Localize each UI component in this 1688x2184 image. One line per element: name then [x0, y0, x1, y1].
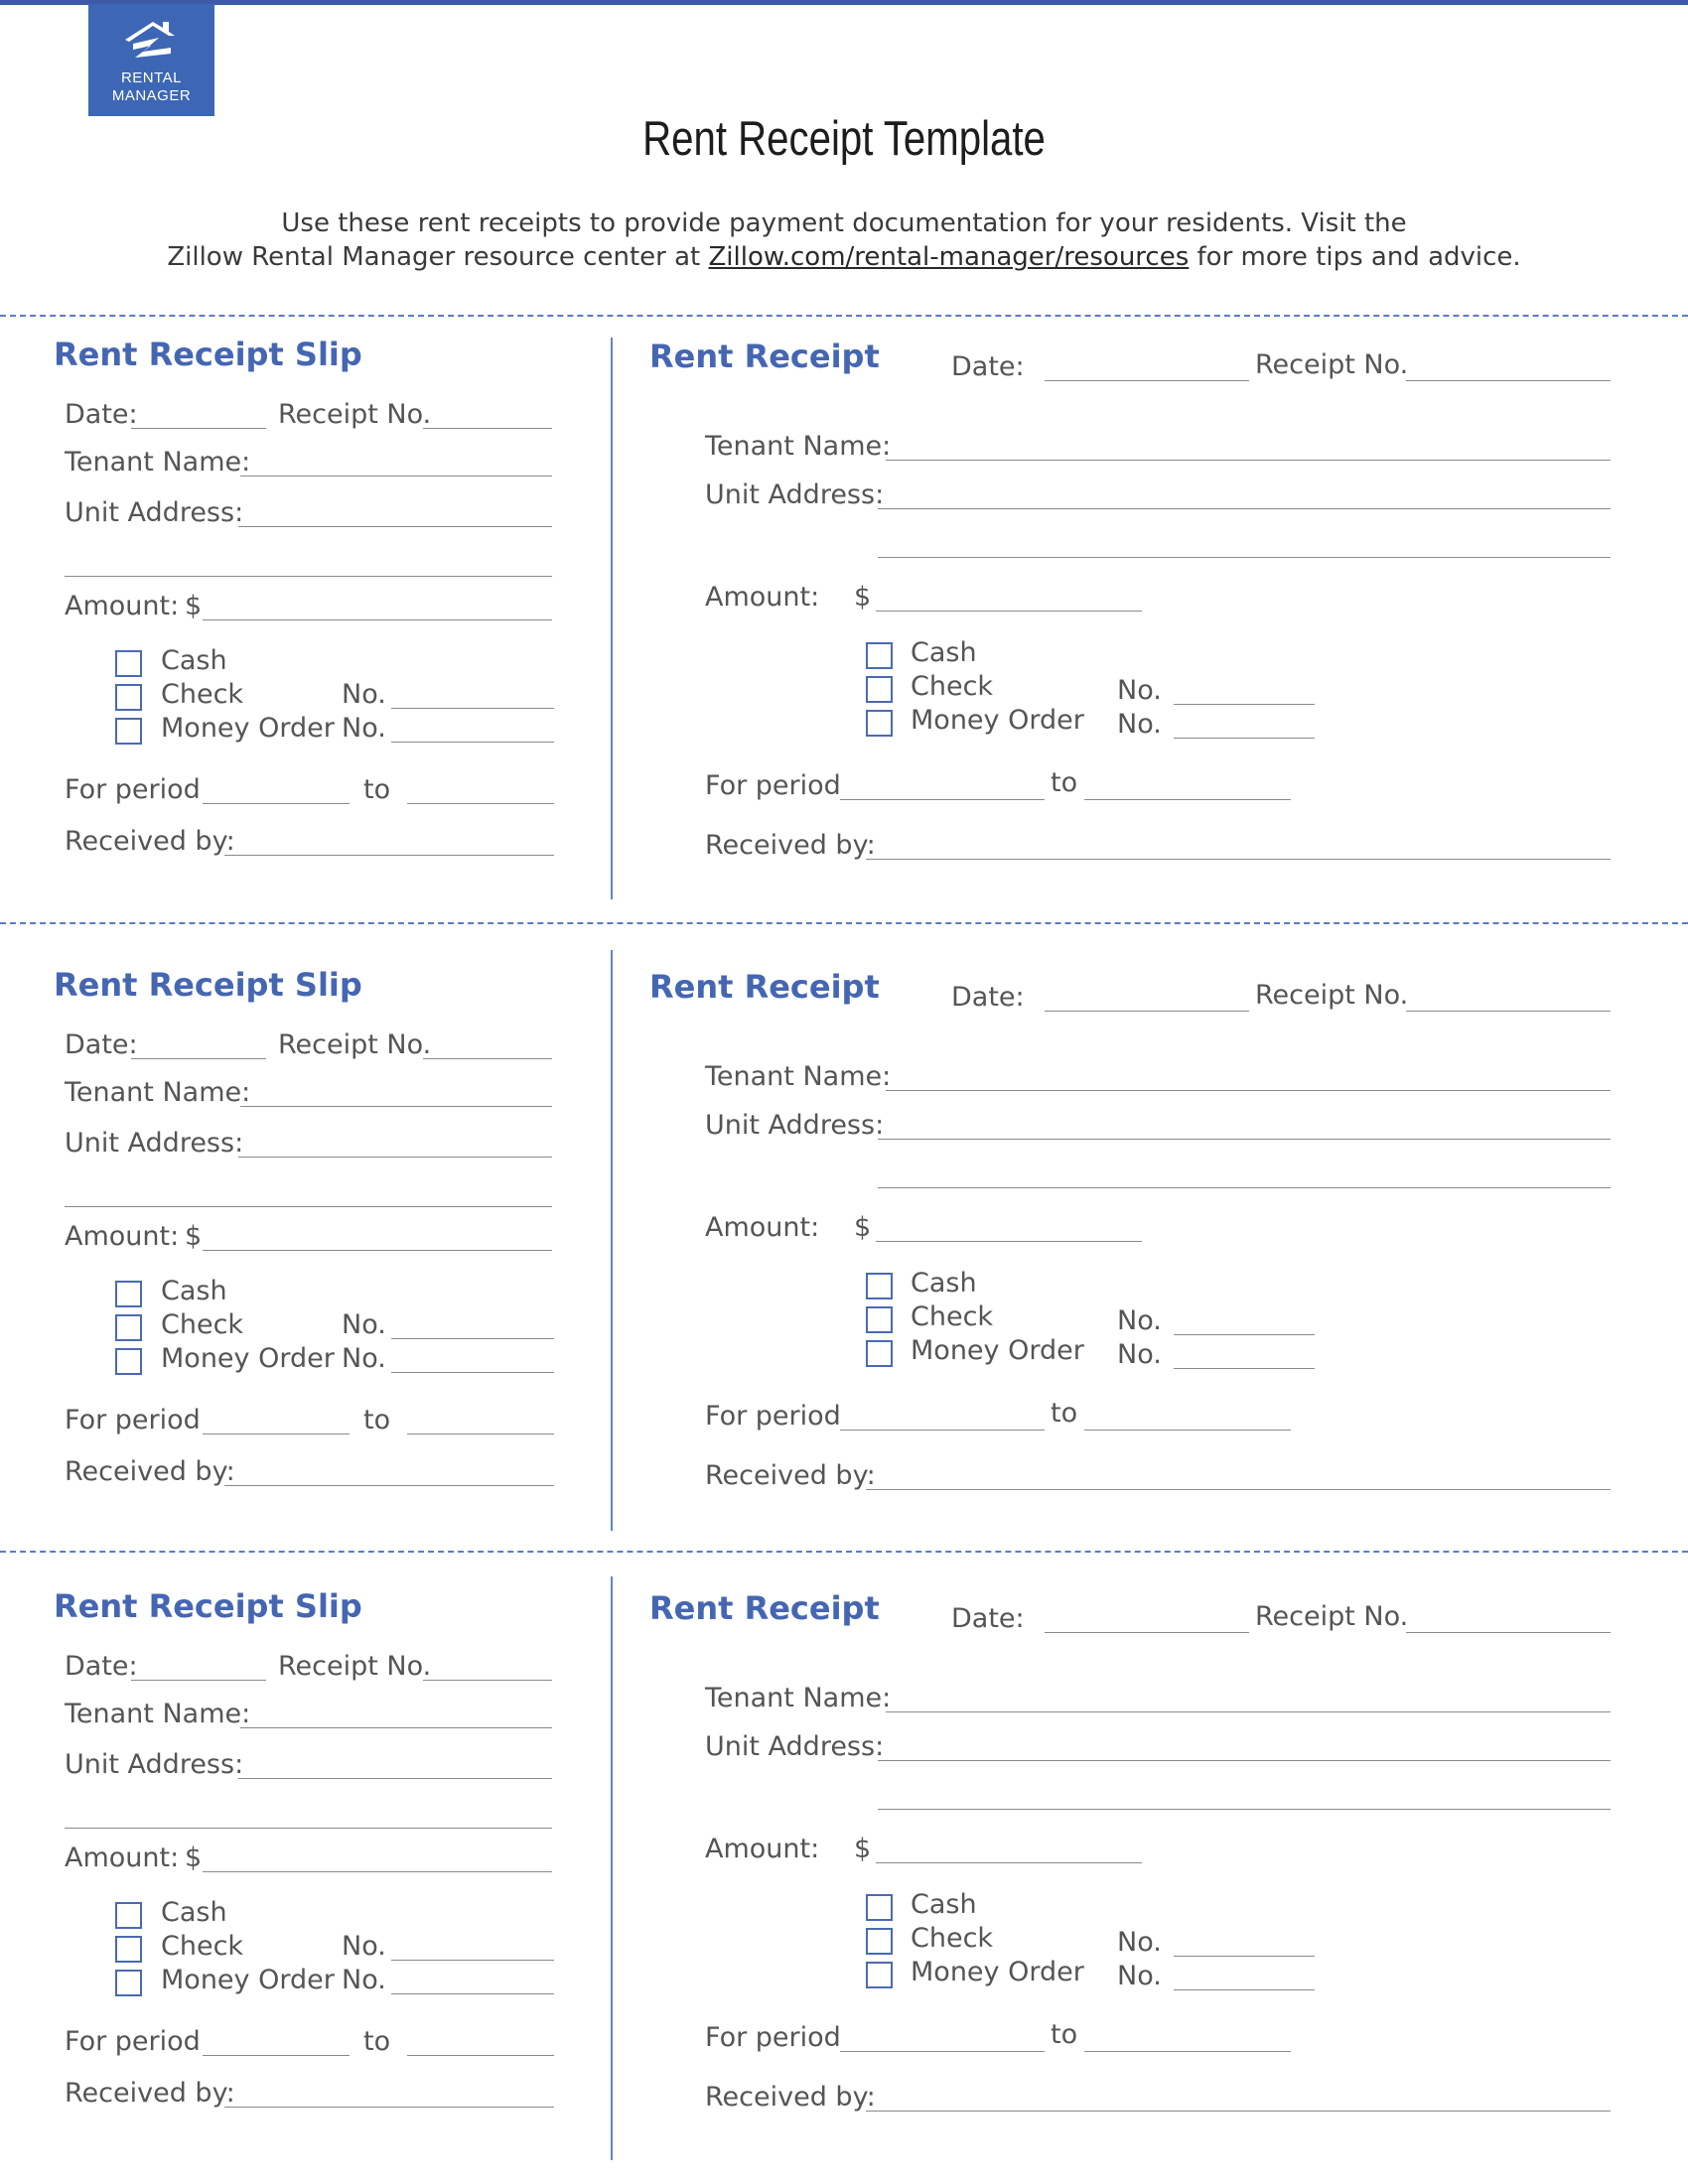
slip-amount-label: Amount:: [65, 1221, 180, 1252]
receipt-address-field-2[interactable]: [878, 557, 1611, 558]
receipt-address-field[interactable]: [878, 1139, 1611, 1140]
slip-period-label: For period: [65, 1405, 201, 1435]
intro-line-2: [0, 242, 1688, 272]
receipt-tenant-field[interactable]: [886, 460, 1611, 461]
slip-money-order-label: Money Order: [161, 1343, 335, 1374]
slip-check-no-label: No.: [342, 1931, 386, 1962]
receipt-period-from-field[interactable]: [840, 799, 1045, 800]
slip-address-field-2[interactable]: [65, 1206, 552, 1207]
receipt-cash-checkbox[interactable]: [866, 1273, 893, 1299]
receipt-check-no-field[interactable]: [1174, 704, 1315, 705]
slip-period-to-label: to: [363, 1405, 391, 1435]
receipt-money-order-checkbox[interactable]: [866, 710, 893, 737]
slip-address-field-2[interactable]: [65, 1828, 552, 1829]
slip-check-label: Check: [161, 1309, 244, 1340]
receipt-amount-label: Amount:: [705, 582, 820, 613]
slip-amount-field[interactable]: [203, 1250, 552, 1251]
slip-money-order-checkbox[interactable]: [115, 1970, 142, 1996]
receipt-receipt-no-label: Receipt No.: [1255, 1601, 1409, 1632]
receipt-heading: Rent Receipt: [649, 968, 880, 1006]
house-arrow-icon: [119, 18, 183, 62]
receipt-date-field[interactable]: [1045, 1632, 1249, 1633]
slip-period-from-field[interactable]: [203, 1433, 350, 1434]
slip-money-order-no-field[interactable]: [391, 1993, 554, 1994]
slip-period-to-label: to: [363, 2026, 391, 2057]
slip-date-field[interactable]: [131, 1058, 266, 1059]
receipt-check-no-field[interactable]: [1174, 1956, 1315, 1957]
receipt-period-from-field[interactable]: [840, 1430, 1045, 1431]
slip-money-order-no-label: No.: [342, 1965, 386, 1995]
slip-money-order-no-field[interactable]: [391, 1372, 554, 1373]
slip-period-to-field[interactable]: [407, 803, 554, 804]
receipt-cash-checkbox[interactable]: [866, 642, 893, 669]
receipt-cash-checkbox[interactable]: [866, 1894, 893, 1921]
slip-address-field-2[interactable]: [65, 576, 552, 577]
receipt-cash-label: Cash: [911, 637, 977, 668]
receipt-date-field[interactable]: [1045, 380, 1249, 381]
receipt-check-no-label: No.: [1117, 1927, 1162, 1958]
top-rule: [0, 0, 1688, 5]
slip-money-order-label: Money Order: [161, 1965, 335, 1995]
receipt-check-checkbox[interactable]: [866, 1306, 893, 1333]
slip-tenant-label: Tenant Name:: [65, 447, 251, 478]
slip-cash-label: Cash: [161, 645, 227, 676]
slip-date-field[interactable]: [131, 1680, 266, 1681]
slip-money-order-checkbox[interactable]: [115, 718, 142, 745]
receipt-currency: $: [854, 1834, 872, 1864]
slip-tenant-field[interactable]: [240, 476, 552, 477]
slip-address-label: Unit Address:: [65, 1749, 244, 1780]
slip-received-field[interactable]: [224, 1485, 554, 1486]
receipt-amount-field[interactable]: [876, 1862, 1142, 1863]
receipt-receipt-no-field[interactable]: [1406, 1011, 1611, 1012]
receipt-period-label: For period: [705, 770, 841, 801]
slip-cash-label: Cash: [161, 1276, 227, 1306]
slip-receipt-no-label: Receipt No.: [278, 1029, 432, 1060]
slip-receipt-no-field[interactable]: [423, 1058, 552, 1059]
receipt-date-label: Date:: [951, 351, 1025, 382]
slip-tenant-field[interactable]: [240, 1727, 552, 1728]
receipt-money-order-label: Money Order: [911, 1957, 1084, 1987]
slip-check-checkbox[interactable]: [115, 1936, 142, 1963]
slip-received-label: Received by:: [65, 826, 235, 857]
receipt-tenant-label: Tenant Name:: [705, 1683, 892, 1713]
receipt-tenant-field[interactable]: [886, 1711, 1611, 1712]
receipt-check-label: Check: [911, 1923, 994, 1954]
slip-amount-label: Amount:: [65, 591, 180, 621]
slip-money-order-label: Money Order: [161, 713, 335, 744]
slip-period-to-label: to: [363, 774, 391, 805]
intro-line-1: Use these rent receipts to provide payment documentation for your residents. Visit the: [281, 208, 1407, 238]
slip-heading: Rent Receipt Slip: [54, 966, 362, 1004]
receipt-money-order-checkbox[interactable]: [866, 1962, 893, 1988]
receipt-currency: $: [854, 1212, 872, 1243]
slip-money-order-no-field[interactable]: [391, 742, 554, 743]
logo-text-line1: RENTAL: [120, 69, 183, 86]
slip-currency: $: [185, 1843, 203, 1873]
receipt-receipt-no-field[interactable]: [1406, 380, 1611, 381]
slip-money-order-checkbox[interactable]: [115, 1348, 142, 1375]
slip-cash-checkbox[interactable]: [115, 1902, 142, 1929]
slip-receipt-no-label: Receipt No.: [278, 399, 432, 430]
receipt-tenant-label: Tenant Name:: [705, 1061, 892, 1092]
slip-money-order-no-label: No.: [342, 1343, 386, 1374]
slip-heading: Rent Receipt Slip: [54, 1587, 362, 1625]
receipt-section: [0, 1579, 1688, 2184]
receipt-period-to-field[interactable]: [1084, 799, 1291, 800]
slip-period-from-field[interactable]: [203, 803, 350, 804]
receipt-check-no-label: No.: [1117, 675, 1162, 706]
receipt-cash-label: Cash: [911, 1268, 977, 1298]
slip-currency: $: [185, 591, 203, 621]
receipt-amount-label: Amount:: [705, 1834, 820, 1864]
receipt-money-order-label: Money Order: [911, 705, 1084, 736]
slip-amount-field[interactable]: [203, 1871, 552, 1872]
receipt-heading: Rent Receipt: [649, 338, 880, 375]
receipt-section: [0, 958, 1688, 1573]
receipt-money-order-checkbox[interactable]: [866, 1340, 893, 1367]
receipt-period-to-label: to: [1051, 2019, 1078, 2050]
receipt-amount-field[interactable]: [876, 1241, 1142, 1242]
receipt-address-label: Unit Address:: [705, 1110, 885, 1141]
slip-cash-checkbox[interactable]: [115, 1281, 142, 1307]
receipt-period-label: For period: [705, 2022, 841, 2053]
slip-heading: Rent Receipt Slip: [54, 336, 362, 373]
slip-address-field[interactable]: [238, 1157, 552, 1158]
receipt-money-order-no-label: No.: [1117, 709, 1162, 740]
slip-check-checkbox[interactable]: [115, 684, 142, 711]
slip-tenant-label: Tenant Name:: [65, 1699, 251, 1729]
cut-line: [0, 315, 1688, 317]
receipt-period-to-field[interactable]: [1084, 2051, 1291, 2052]
slip-check-no-field[interactable]: [391, 1960, 554, 1961]
receipt-money-order-no-field[interactable]: [1174, 1989, 1315, 1990]
receipt-address-field[interactable]: [878, 508, 1611, 509]
receipt-currency: $: [854, 582, 872, 613]
receipt-check-label: Check: [911, 671, 994, 702]
slip-period-to-field[interactable]: [407, 2055, 554, 2056]
slip-receipt-no-field[interactable]: [423, 1680, 552, 1681]
slip-date-label: Date:: [65, 399, 138, 430]
intro-text-pre: Zillow Rental Manager resource center at: [167, 242, 709, 272]
receipt-address-field-2[interactable]: [878, 1187, 1611, 1188]
receipt-money-order-no-label: No.: [1117, 1961, 1162, 1991]
slip-currency: $: [185, 1221, 203, 1252]
slip-check-no-field[interactable]: [391, 1338, 554, 1339]
slip-address-field[interactable]: [238, 526, 552, 527]
receipt-amount-field[interactable]: [876, 611, 1142, 612]
receipt-amount-label: Amount:: [705, 1212, 820, 1243]
slip-money-order-no-label: No.: [342, 713, 386, 744]
receipt-date-label: Date:: [951, 1603, 1025, 1634]
slip-date-label: Date:: [65, 1029, 138, 1060]
slip-tenant-field[interactable]: [240, 1106, 552, 1107]
slip-date-label: Date:: [65, 1651, 138, 1682]
receipt-received-label: Received by:: [705, 830, 876, 861]
slip-received-label: Received by:: [65, 1456, 235, 1487]
receipt-received-label: Received by:: [705, 1460, 876, 1491]
receipt-tenant-field[interactable]: [886, 1090, 1611, 1091]
receipt-check-no-field[interactable]: [1174, 1334, 1315, 1335]
receipt-check-label: Check: [911, 1301, 994, 1332]
receipt-period-to-label: to: [1051, 1398, 1078, 1429]
slip-tenant-label: Tenant Name:: [65, 1077, 251, 1108]
receipt-address-label: Unit Address:: [705, 479, 885, 510]
receipt-date-label: Date:: [951, 982, 1025, 1013]
receipt-tenant-label: Tenant Name:: [705, 431, 892, 462]
logo-text-line2: MANAGER: [111, 87, 192, 104]
receipt-money-order-no-field[interactable]: [1174, 738, 1315, 739]
receipt-heading: Rent Receipt: [649, 1589, 880, 1627]
receipt-received-field[interactable]: [866, 1489, 1611, 1490]
slip-check-no-label: No.: [342, 1309, 386, 1340]
slip-check-no-field[interactable]: [391, 708, 554, 709]
slip-period-label: For period: [65, 2026, 201, 2057]
receipt-money-order-no-label: No.: [1117, 1339, 1162, 1370]
slip-amount-label: Amount:: [65, 1843, 180, 1873]
slip-amount-field[interactable]: [203, 619, 552, 620]
receipt-received-label: Received by:: [705, 2082, 876, 2113]
slip-check-checkbox[interactable]: [115, 1314, 142, 1341]
slip-date-field[interactable]: [131, 428, 266, 429]
receipt-money-order-no-field[interactable]: [1174, 1368, 1315, 1369]
slip-address-label: Unit Address:: [65, 1128, 244, 1159]
slip-cash-checkbox[interactable]: [115, 650, 142, 677]
receipt-period-to-label: to: [1051, 767, 1078, 798]
receipt-date-field[interactable]: [1045, 1011, 1249, 1012]
receipt-check-checkbox[interactable]: [866, 676, 893, 703]
slip-received-label: Received by:: [65, 2078, 235, 2109]
slip-period-from-field[interactable]: [203, 2055, 350, 2056]
receipt-address-field-2[interactable]: [878, 1809, 1611, 1810]
receipt-period-to-field[interactable]: [1084, 1430, 1291, 1431]
slip-receipt-no-field[interactable]: [423, 428, 552, 429]
receipt-address-label: Unit Address:: [705, 1731, 885, 1762]
slip-cash-label: Cash: [161, 1897, 227, 1928]
slip-check-label: Check: [161, 1931, 244, 1962]
rental-manager-logo: [88, 4, 214, 116]
receipt-cash-label: Cash: [911, 1889, 977, 1920]
document-title: Rent Receipt Template: [642, 112, 1046, 166]
receipt-money-order-label: Money Order: [911, 1335, 1084, 1366]
receipt-check-checkbox[interactable]: [866, 1928, 893, 1955]
receipt-received-field[interactable]: [866, 859, 1611, 860]
slip-receipt-no-label: Receipt No.: [278, 1651, 432, 1682]
receipt-check-no-label: No.: [1117, 1305, 1162, 1336]
slip-received-field[interactable]: [224, 855, 554, 856]
slip-period-to-field[interactable]: [407, 1433, 554, 1434]
slip-received-field[interactable]: [224, 2107, 554, 2108]
receipt-received-field[interactable]: [866, 2111, 1611, 2112]
slip-address-field[interactable]: [238, 1778, 552, 1779]
slip-address-label: Unit Address:: [65, 497, 244, 528]
slip-check-label: Check: [161, 679, 244, 710]
receipt-period-label: For period: [705, 1401, 841, 1432]
intro-text-post: for more tips and advice.: [1189, 242, 1521, 272]
receipt-receipt-no-field[interactable]: [1406, 1632, 1611, 1633]
receipt-address-field[interactable]: [878, 1760, 1611, 1761]
receipt-receipt-no-label: Receipt No.: [1255, 349, 1409, 380]
receipt-period-from-field[interactable]: [840, 2051, 1045, 2052]
slip-check-no-label: No.: [342, 679, 386, 710]
receipt-receipt-no-label: Receipt No.: [1255, 980, 1409, 1011]
resource-center-link[interactable]: Zillow.com/rental-manager/resources: [708, 242, 1190, 272]
slip-period-label: For period: [65, 774, 201, 805]
receipt-section: [0, 328, 1688, 943]
